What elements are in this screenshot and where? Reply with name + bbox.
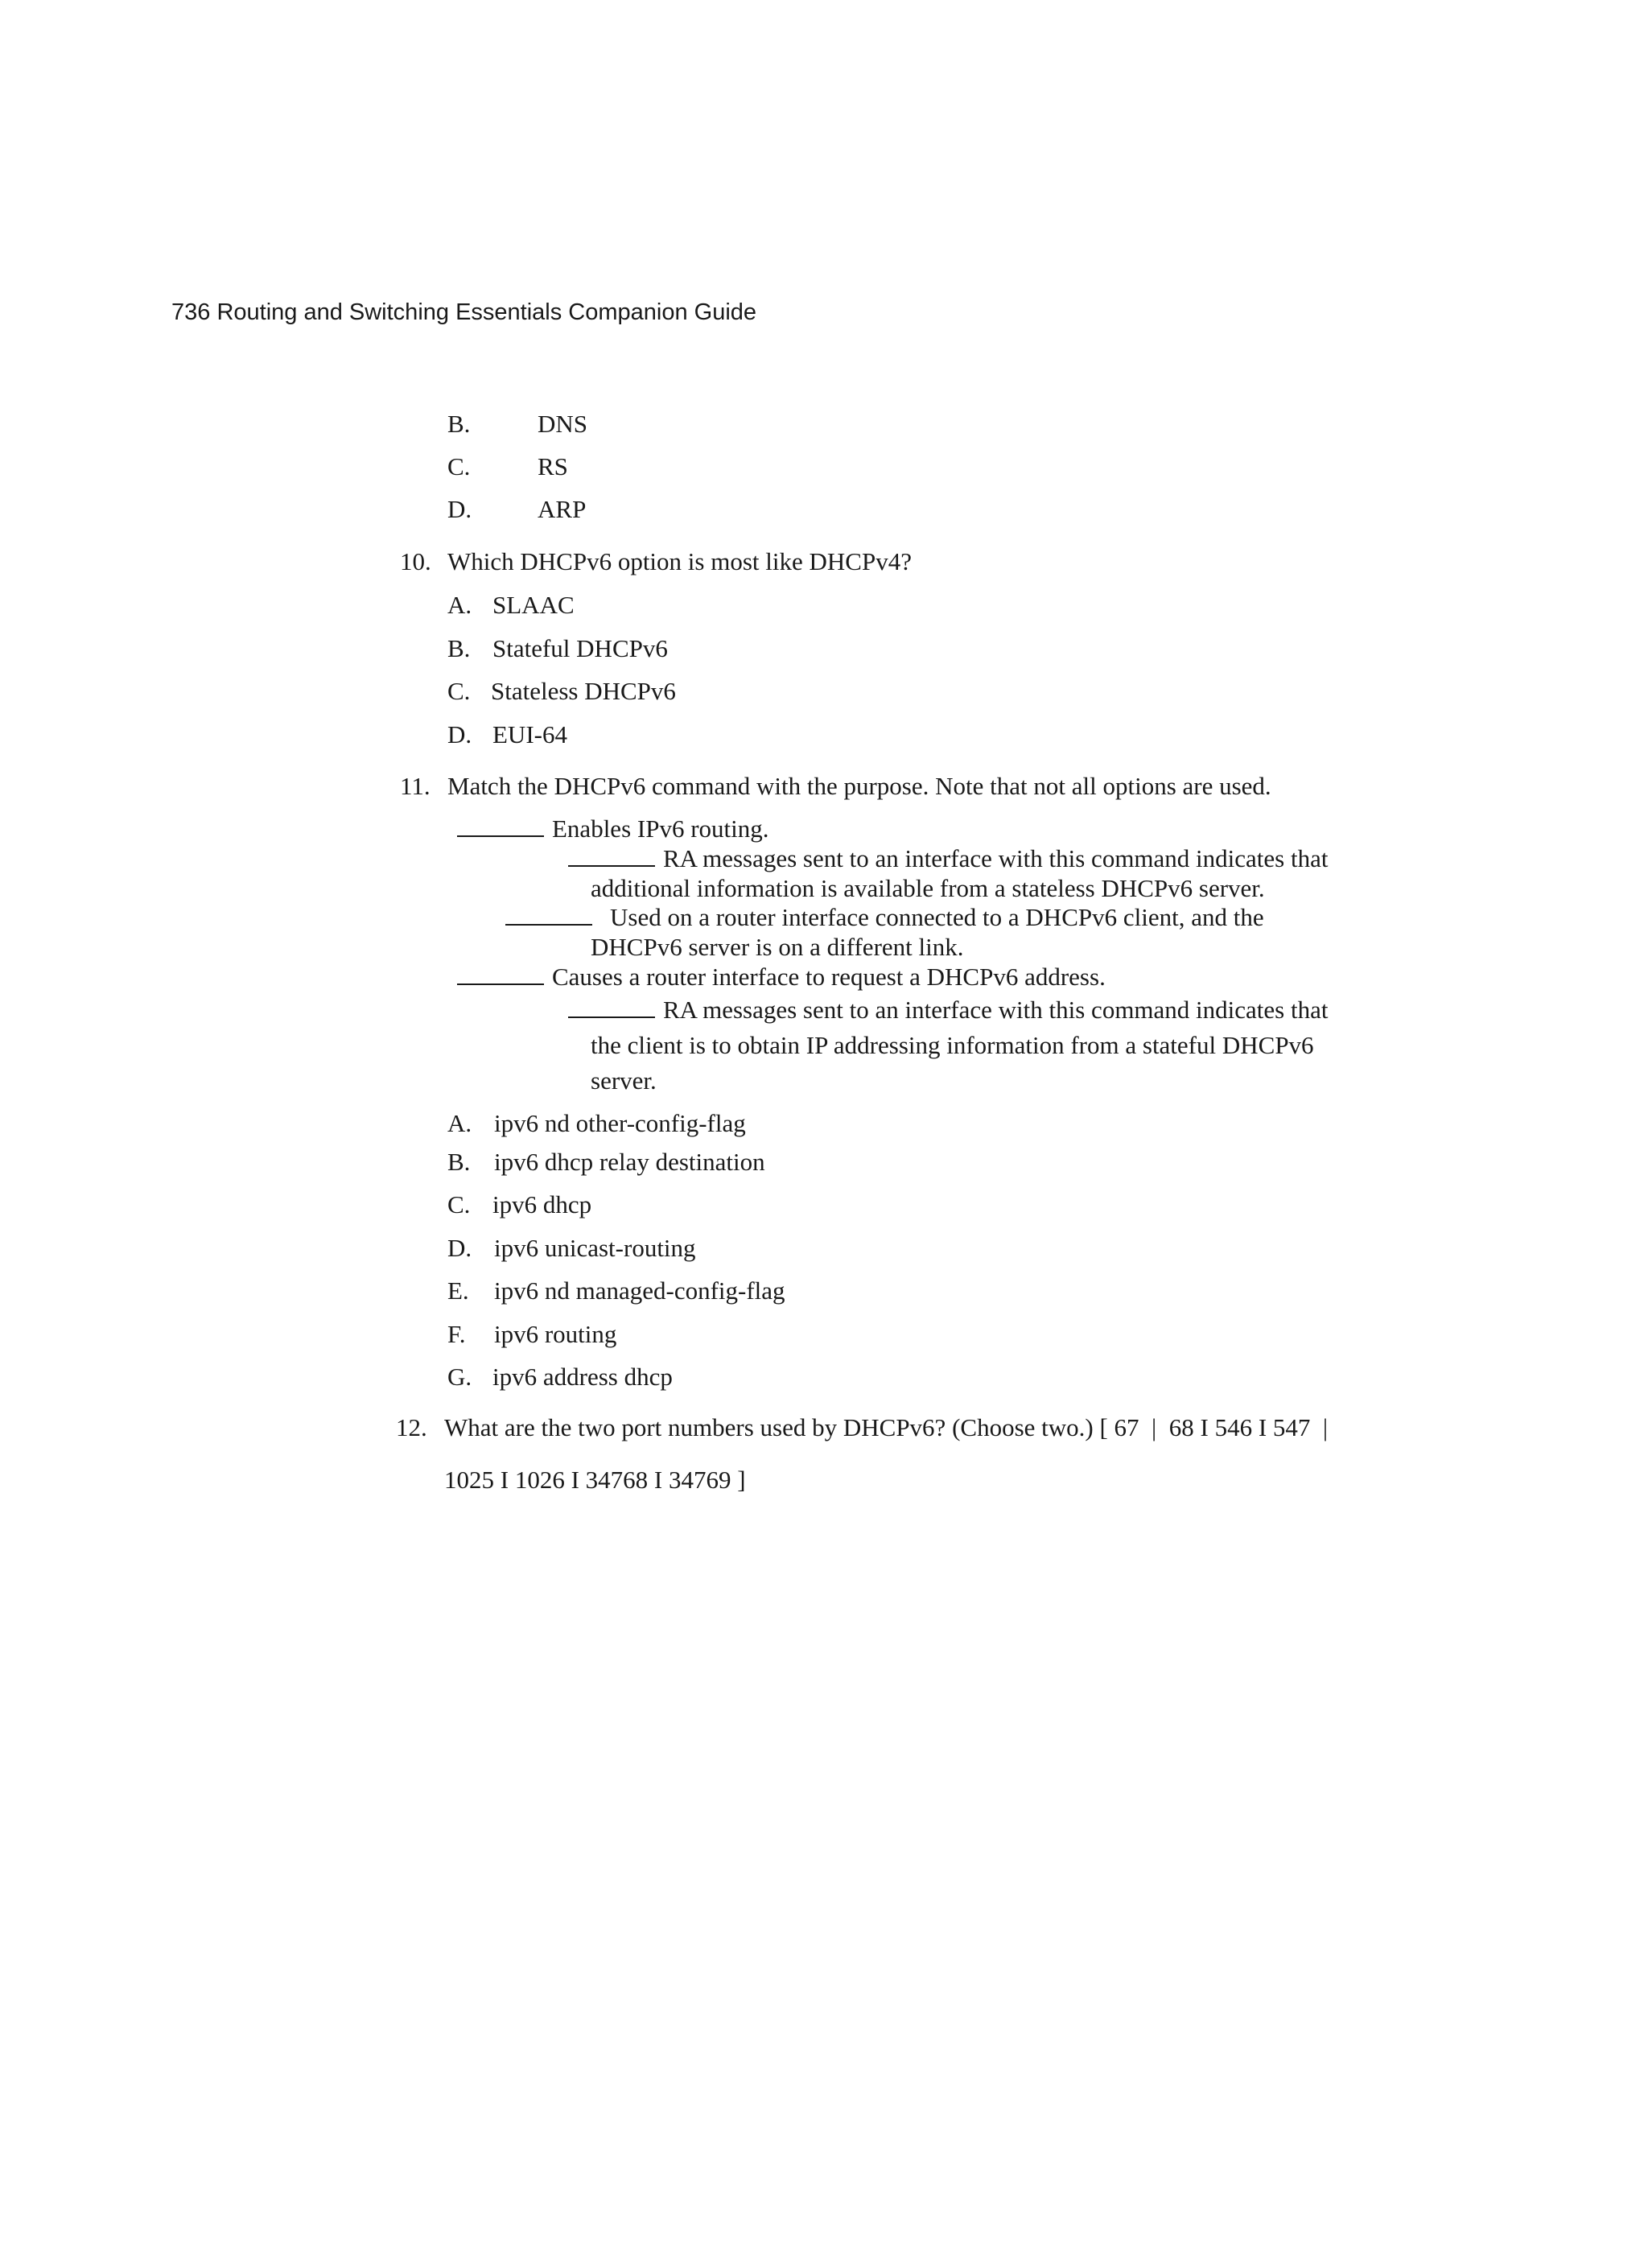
option-letter: B. <box>447 410 471 438</box>
option-letter: D. <box>447 495 472 523</box>
option-text: ipv6 address dhcp <box>492 1363 673 1391</box>
question-number: 12. <box>396 1413 427 1441</box>
option-letter: G. <box>447 1363 472 1391</box>
option-letter: D. <box>447 1234 472 1262</box>
answer-blank[interactable] <box>505 906 592 926</box>
match-item-text: the client is to obtain IP addressing information from a stateful DHCPv6 <box>591 1031 1314 1059</box>
option-text: EUI-64 <box>492 720 567 748</box>
option-letter: C. <box>447 452 471 480</box>
option-letter: B. <box>447 1148 471 1176</box>
match-item-text: DHCPv6 server is on a different link. <box>591 933 964 961</box>
option-text: Stateless DHCPv6 <box>491 677 676 705</box>
option-text: SLAAC <box>492 591 575 619</box>
answer-blank[interactable] <box>568 999 655 1018</box>
running-header: 736 Routing and Switching Essentials Companion Guide <box>171 299 757 325</box>
match-item-text: RA messages sent to an interface with this command indicates that <box>663 844 1329 872</box>
option-text: ipv6 nd other-config-flag <box>494 1109 746 1137</box>
question-text: Which DHCPv6 option is most like DHCPv4? <box>447 547 912 575</box>
match-item-text: Enables IPv6 routing. <box>552 814 769 843</box>
match-item-text: server. <box>591 1066 657 1095</box>
answer-blank[interactable] <box>457 966 544 985</box>
answer-blank[interactable] <box>457 818 544 837</box>
option-letter: D. <box>447 720 472 748</box>
option-text: ipv6 unicast-routing <box>494 1234 696 1262</box>
option-text: ipv6 nd managed-config-flag <box>494 1276 785 1305</box>
match-item-text: RA messages sent to an interface with this command indicates that <box>663 996 1329 1024</box>
option-letter: C. <box>447 1190 471 1219</box>
question-text: What are the two port numbers used by DHCPv6? (Choose two.) [ 67 | 68 I 546 I 547 | <box>444 1413 1329 1441</box>
option-text: ipv6 routing <box>494 1320 617 1348</box>
option-text: ipv6 dhcp relay destination <box>494 1148 765 1176</box>
question-number: 11. <box>400 772 431 800</box>
option-letter: E. <box>447 1276 469 1305</box>
option-text: ARP <box>538 495 587 523</box>
match-item-text: Causes a router interface to request a DHCPv6 address. <box>552 963 1106 991</box>
option-text: DNS <box>538 410 588 438</box>
option-letter: F. <box>447 1320 466 1348</box>
option-letter: C. <box>447 677 471 705</box>
question-text: Match the DHCPv6 command with the purpose. Note that not all options are used. <box>447 772 1271 800</box>
option-text: ipv6 dhcp <box>492 1190 592 1219</box>
option-letter: A. <box>447 1109 472 1137</box>
answer-blank[interactable] <box>568 847 655 867</box>
option-text: Stateful DHCPv6 <box>492 634 668 662</box>
option-text: RS <box>538 452 568 480</box>
match-item-text: additional information is available from a stateless DHCPv6 server. <box>591 874 1265 902</box>
match-item-text: Used on a router interface connected to a DHCPv6 client, and the <box>610 903 1264 931</box>
question-number: 10. <box>400 547 431 575</box>
option-letter: B. <box>447 634 471 662</box>
option-letter: A. <box>447 591 472 619</box>
question-text-continued: 1025 I 1026 I 34768 I 34769 ] <box>444 1466 746 1494</box>
